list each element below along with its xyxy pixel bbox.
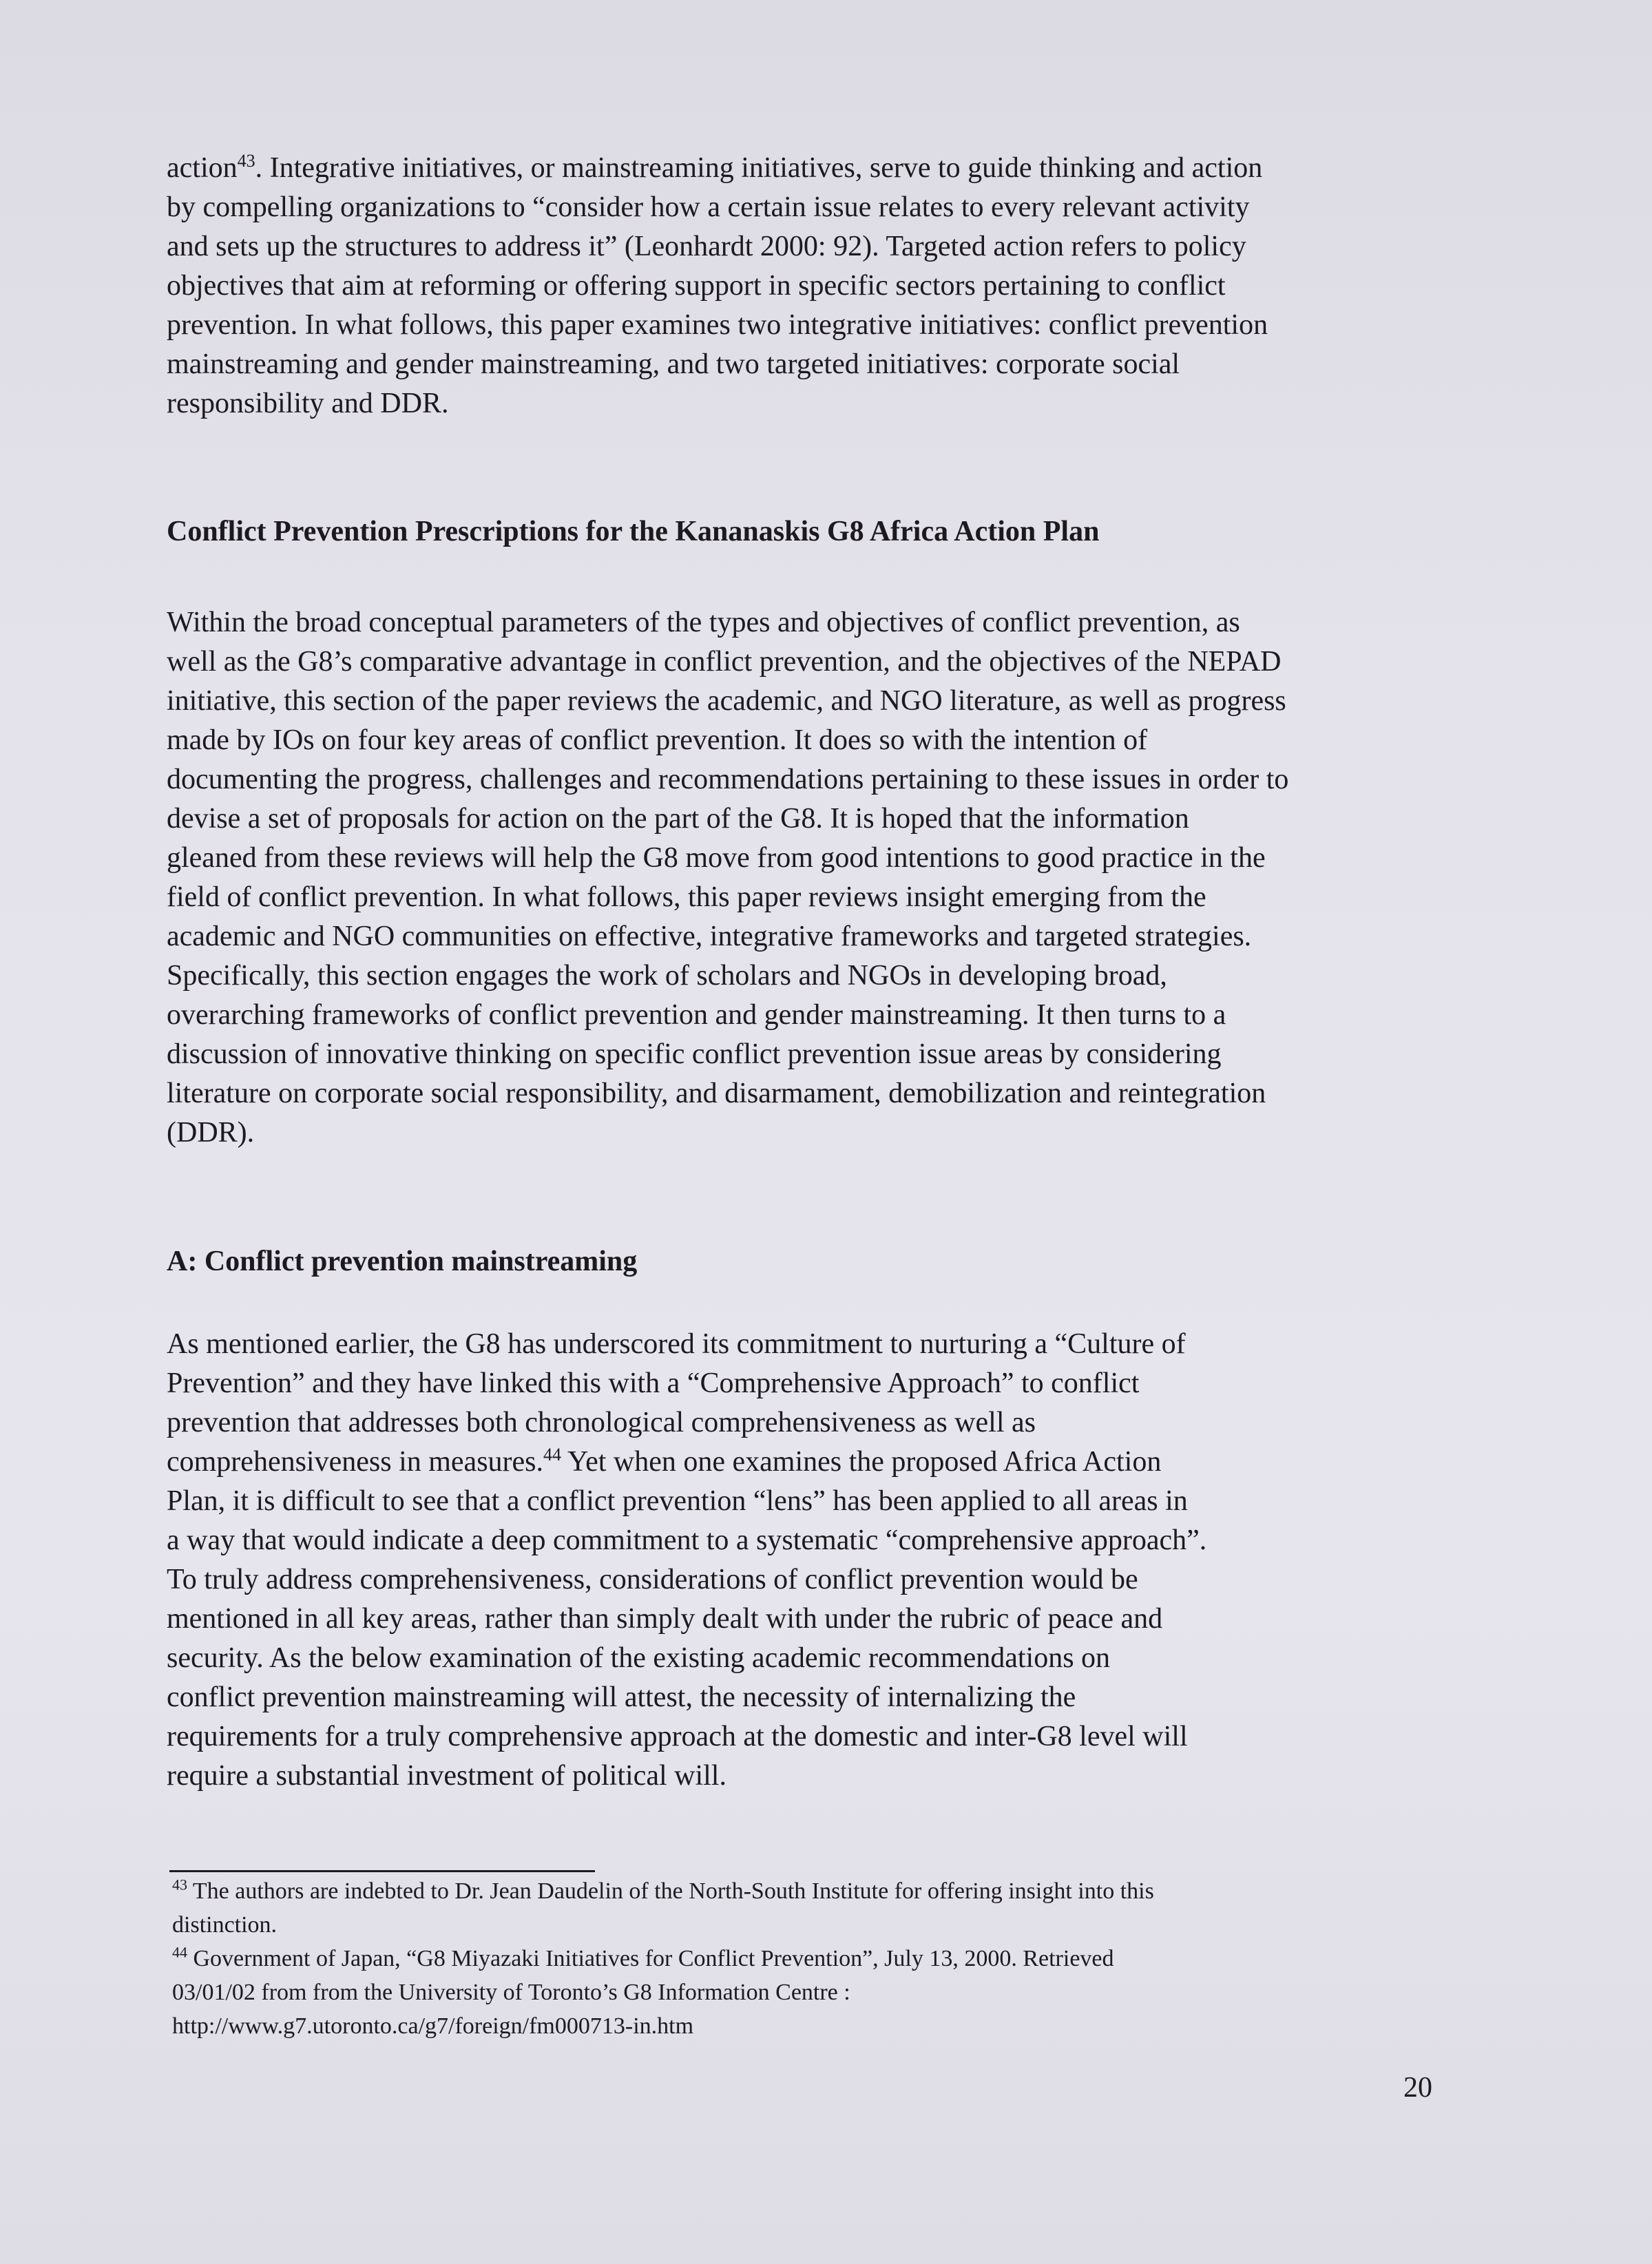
text-line: devise a set of proposals for action on the part of the G8. It is hoped that the information bbox=[167, 803, 1189, 835]
text-line: a way that would indicate a deep commitment to a systematic “comprehensive approach”. bbox=[167, 1524, 1207, 1556]
footnote-separator bbox=[169, 1870, 595, 1872]
text-line: mainstreaming and gender mainstreaming, and two targeted initiatives: corporate social bbox=[167, 348, 1180, 380]
text-line: discussion of innovative thinking on specific conflict prevention issue areas by considering bbox=[167, 1038, 1222, 1070]
text-line: by compelling organizations to “consider how a certain issue relates to every relevant activity bbox=[167, 191, 1250, 223]
text-line: Prevention” and they have linked this with a “Comprehensive Approach” to conflict bbox=[167, 1367, 1140, 1399]
text-line: requirements for a truly comprehensive approach at the domestic and inter-G8 level will bbox=[167, 1721, 1188, 1752]
text-line: To truly address comprehensiveness, considerations of conflict prevention would be bbox=[167, 1564, 1138, 1595]
text-line: field of conflict prevention. In what follows, this paper reviews insight emerging from the bbox=[167, 881, 1206, 913]
text-line: documenting the progress, challenges and recommendations pertaining to these issues in order to bbox=[167, 764, 1289, 795]
footnote-44-continued: 03/01/02 from from the University of Toronto’s G8 Information Centre : bbox=[172, 1980, 850, 2005]
footnote-ref-44[interactable]: 44 bbox=[543, 1445, 562, 1465]
text-line: made by IOs on four key areas of conflict prevention. It does so with the intention of bbox=[167, 724, 1148, 756]
text-line: prevention that addresses both chronological comprehensiveness as well as bbox=[167, 1407, 1036, 1438]
section-heading: Conflict Prevention Prescriptions for the Kananaskis G8 Africa Action Plan bbox=[167, 516, 1100, 547]
text-line: action$^{43}$. Integrative initiatives, or mainstreaming initiatives, serve to guide thinking and action bbox=[167, 151, 1263, 184]
text-line: well as the G8’s comparative advantage in conflict prevention, and the objectives of the NEPAD bbox=[167, 646, 1282, 678]
text-line: (DDR). bbox=[167, 1117, 255, 1149]
text-line: Plan, it is difficult to see that a conflict prevention “lens” has been applied to all areas in bbox=[167, 1485, 1188, 1517]
subsection-body-paragraph bbox=[167, 1325, 1530, 1796]
text-line: academic and NGO communities on effective, integrative frameworks and targeted strategies. bbox=[167, 921, 1252, 952]
text-line: initiative, this section of the paper reviews the academic, and NGO literature, as well as progress bbox=[167, 685, 1286, 717]
footnote-43: $^{43}$ The authors are indebted to Dr. Jean Daudelin of the North-South Institute for offering insight into this bbox=[172, 1876, 1154, 1904]
text-line: comprehensiveness in measures.$^{44}$ Yet when one examines the proposed Africa Action bbox=[167, 1445, 1162, 1478]
text-line: literature on corporate social responsibility, and disarmament, demobilization and reintegration bbox=[167, 1078, 1266, 1109]
text-line: Within the broad conceptual parameters of the types and objectives of conflict prevention, as bbox=[167, 607, 1240, 638]
section-body-paragraph bbox=[167, 603, 1530, 1153]
footnotes bbox=[172, 1874, 1154, 2043]
footnote-44: $^{44}$ Government of Japan, “G8 Miyazaki Initiatives for Conflict Prevention”, July 13, 2000. Retrieved bbox=[172, 1943, 1114, 1971]
text-line: and sets up the structures to address it” (Leonhardt 2000: 92). Targeted action refers to policy bbox=[167, 231, 1246, 262]
text-line: objectives that aim at reforming or offering support in specific sectors pertaining to conflict bbox=[167, 270, 1226, 302]
page-number: 20 bbox=[1403, 2072, 1432, 2104]
footnote-44-url[interactable]: http://www.g7.utoronto.ca/g7/foreign/fm000713-in.htm bbox=[172, 2013, 694, 2039]
subsection-heading: A: Conflict prevention mainstreaming bbox=[167, 1246, 638, 1277]
text-line: require a substantial investment of political will. bbox=[167, 1760, 726, 1792]
text-line: conflict prevention mainstreaming will attest, the necessity of internalizing the bbox=[167, 1681, 1076, 1713]
text-line: gleaned from these reviews will help the G8 move from good intentions to good practice in the bbox=[167, 842, 1266, 874]
text-line: responsibility and DDR. bbox=[167, 388, 449, 419]
text-line: overarching frameworks of conflict prevention and gender mainstreaming. It then turns to a bbox=[167, 999, 1226, 1031]
text-line: Specifically, this section engages the work of scholars and NGOs in developing broad, bbox=[167, 960, 1167, 992]
text-line: As mentioned earlier, the G8 has underscored its commitment to nurturing a “Culture of bbox=[167, 1328, 1186, 1360]
footnote-43-continued: distinction. bbox=[172, 1912, 278, 1938]
text-line: security. As the below examination of the existing academic recommendations on bbox=[167, 1642, 1111, 1674]
text-line: mentioned in all key areas, rather than simply dealt with under the rubric of peace and bbox=[167, 1603, 1163, 1635]
footnote-ref-43[interactable]: 43 bbox=[237, 151, 255, 171]
text-line: prevention. In what follows, this paper examines two integrative initiatives: conflict prevention bbox=[167, 309, 1268, 341]
intro-paragraph bbox=[167, 149, 1530, 423]
